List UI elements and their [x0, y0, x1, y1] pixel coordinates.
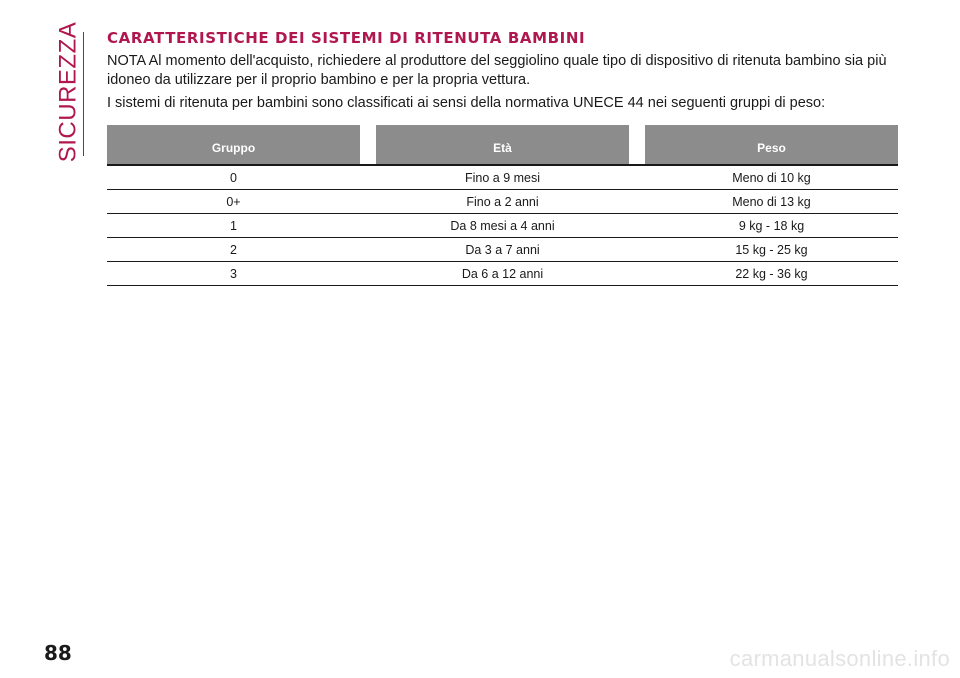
- cell-gruppo: 0+: [107, 190, 360, 214]
- cell-peso: Meno di 13 kg: [645, 190, 898, 214]
- site-watermark: carmanualsonline.info: [729, 646, 950, 671]
- note-paragraph-line-1: NOTA Al momento dell'acquisto, richiedere al produttore del seggiolino quale tipo di dispositivo di ritenuta bambino sia più: [107, 53, 887, 69]
- page-number: 88: [44, 641, 72, 665]
- cell-peso: 15 kg - 25 kg: [645, 238, 898, 262]
- cell-gap: [360, 190, 376, 214]
- section-side-rule: [83, 32, 84, 156]
- cell-gap: [360, 214, 376, 238]
- table-row: [107, 190, 898, 214]
- cell-gap: [629, 262, 645, 286]
- section-side-label-text: SICUREZZA: [54, 21, 82, 163]
- header-gruppo: Gruppo: [107, 125, 360, 165]
- cell-gruppo: 1: [107, 214, 360, 238]
- cell-gap: [629, 165, 645, 190]
- table-row: [107, 262, 898, 286]
- note-paragraph-line-2: idoneo da utilizzare per il proprio bambino e per la propria vettura.: [107, 72, 531, 88]
- cell-eta: Da 6 a 12 anni: [376, 262, 629, 286]
- cell-gap: [629, 238, 645, 262]
- table-header-row: [107, 125, 898, 165]
- section-heading: CARATTERISTICHE DEI SISTEMI DI RITENUTA BAMBINI: [107, 29, 586, 47]
- cell-peso: 22 kg - 36 kg: [645, 262, 898, 286]
- header-eta: Età: [376, 125, 629, 165]
- header-gap: [629, 125, 645, 165]
- cell-gap: [360, 238, 376, 262]
- cell-gruppo: 2: [107, 238, 360, 262]
- weight-groups-table: [107, 125, 898, 286]
- header-gap: [360, 125, 376, 165]
- cell-eta: Fino a 9 mesi: [376, 165, 629, 190]
- cell-eta: Fino a 2 anni: [376, 190, 629, 214]
- cell-gap: [360, 262, 376, 286]
- cell-peso: Meno di 10 kg: [645, 165, 898, 190]
- table-row: [107, 165, 898, 190]
- classification-paragraph: I sistemi di ritenuta per bambini sono classificati ai sensi della normativa UNECE 44 nei seguenti gruppi di peso:: [107, 95, 826, 111]
- note-paragraph: [107, 52, 907, 90]
- header-peso: Peso: [645, 125, 898, 165]
- cell-gruppo: 3: [107, 262, 360, 286]
- cell-eta: Da 3 a 7 anni: [376, 238, 629, 262]
- cell-gruppo: 0: [107, 165, 360, 190]
- cell-eta: Da 8 mesi a 4 anni: [376, 214, 629, 238]
- section-side-label: [54, 21, 82, 163]
- cell-peso: 9 kg - 18 kg: [645, 214, 898, 238]
- table-row: [107, 214, 898, 238]
- cell-gap: [360, 165, 376, 190]
- table-row: [107, 238, 898, 262]
- cell-gap: [629, 214, 645, 238]
- cell-gap: [629, 190, 645, 214]
